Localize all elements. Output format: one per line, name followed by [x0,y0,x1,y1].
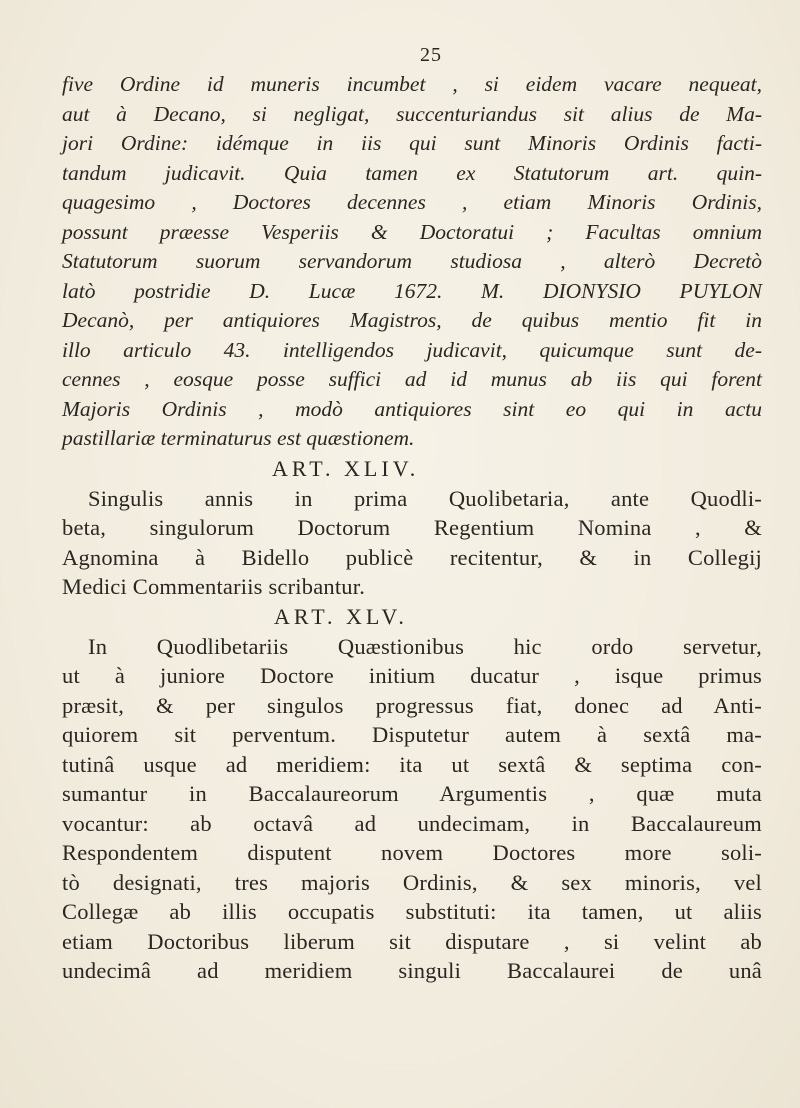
text-line: cennes , eosque posse suffici ad id munus ab iis qui forent [62,367,762,391]
text-line: tandum judicavit. Quia tamen ex Statutorum art. quin- [62,160,762,185]
text-line: quiorem sit perventum. Disputetur autem à sextâ ma- [62,722,762,747]
text-block [62,70,762,986]
text-line: Medici Commentariis scribantur. [62,574,366,599]
article-44-body [62,484,762,602]
text-line: Decanò, per antiquiores Magistros, de quibus mentio fit in [62,308,762,332]
text-line: ut à juniore Doctore initium ducatur , isque primus [62,663,762,688]
text-line: illo articulo 43. intelligendos judicavit, quicumque sunt de- [62,337,762,362]
text-line: undecimâ ad meridiem singuli Baccalaurei de unâ [62,958,762,983]
text-line: sumantur in Baccalaureorum Argumentis , quæ muta [62,781,762,806]
text-line: jori Ordine: idémque in iis qui sunt Minoris Ordinis facti- [62,131,762,155]
text-line: beta, singulorum Doctorum Regentium Nomina , & [62,515,762,540]
page-number: 25 [420,44,442,66]
text-line: vocantur: ab octavâ ad undecimam, in Baccalaureum [62,810,762,836]
text-line: aut à Decano, si negligat, succenturiandus sit alius de Ma- [62,101,762,126]
text-line: Statutorum suorum servandorum studiosa , alterò Decretò [62,249,762,273]
article-heading-45: ART. XLV. [274,603,408,629]
text-line: possunt præesse Vesperiis & Doctoratui ; Facultas omnium [62,219,762,244]
text-line: Singulis annis in prima Quolibetaria, ante Quodli- [88,485,762,511]
text-line: præsit, & per singulos progressus fiat, donec ad Anti- [62,692,762,718]
text-line: pastillariæ terminaturus est quæstionem. [62,426,415,450]
text-line: latò postridie D. Lucæ 1672. M. DIONYSIO PUYLON [62,278,762,303]
text-line: In Quodlibetariis Quæstionibus hic ordo servetur, [88,633,762,659]
article-heading-44: ART. XLIV. [272,455,420,481]
text-line: five Ordine id muneris incumbet , si eidem vacare nequeat, [62,72,762,96]
text-line: Agnomina à Bidello publicè recitentur, & in Collegij [62,544,762,570]
article-45-body [62,632,762,986]
text-line: quagesimo , Doctores decennes , etiam Minoris Ordinis, [62,190,762,214]
text-line: Majoris Ordinis , modò antiquiores sint eo qui in actu [62,396,762,421]
text-line: tutinâ usque ad meridiem: ita ut sextâ & septima con- [62,751,762,777]
text-line: etiam Doctoribus liberum sit disputare , si velint ab [62,928,762,954]
italic-paragraph [62,70,762,454]
text-line: Respondentem disputent novem Doctores more soli- [62,840,762,865]
text-line: Collegæ ab illis occupatis substituti: ita tamen, ut aliis [62,899,762,924]
text-line: tò designati, tres majoris Ordinis, & sex minoris, vel [62,869,762,895]
